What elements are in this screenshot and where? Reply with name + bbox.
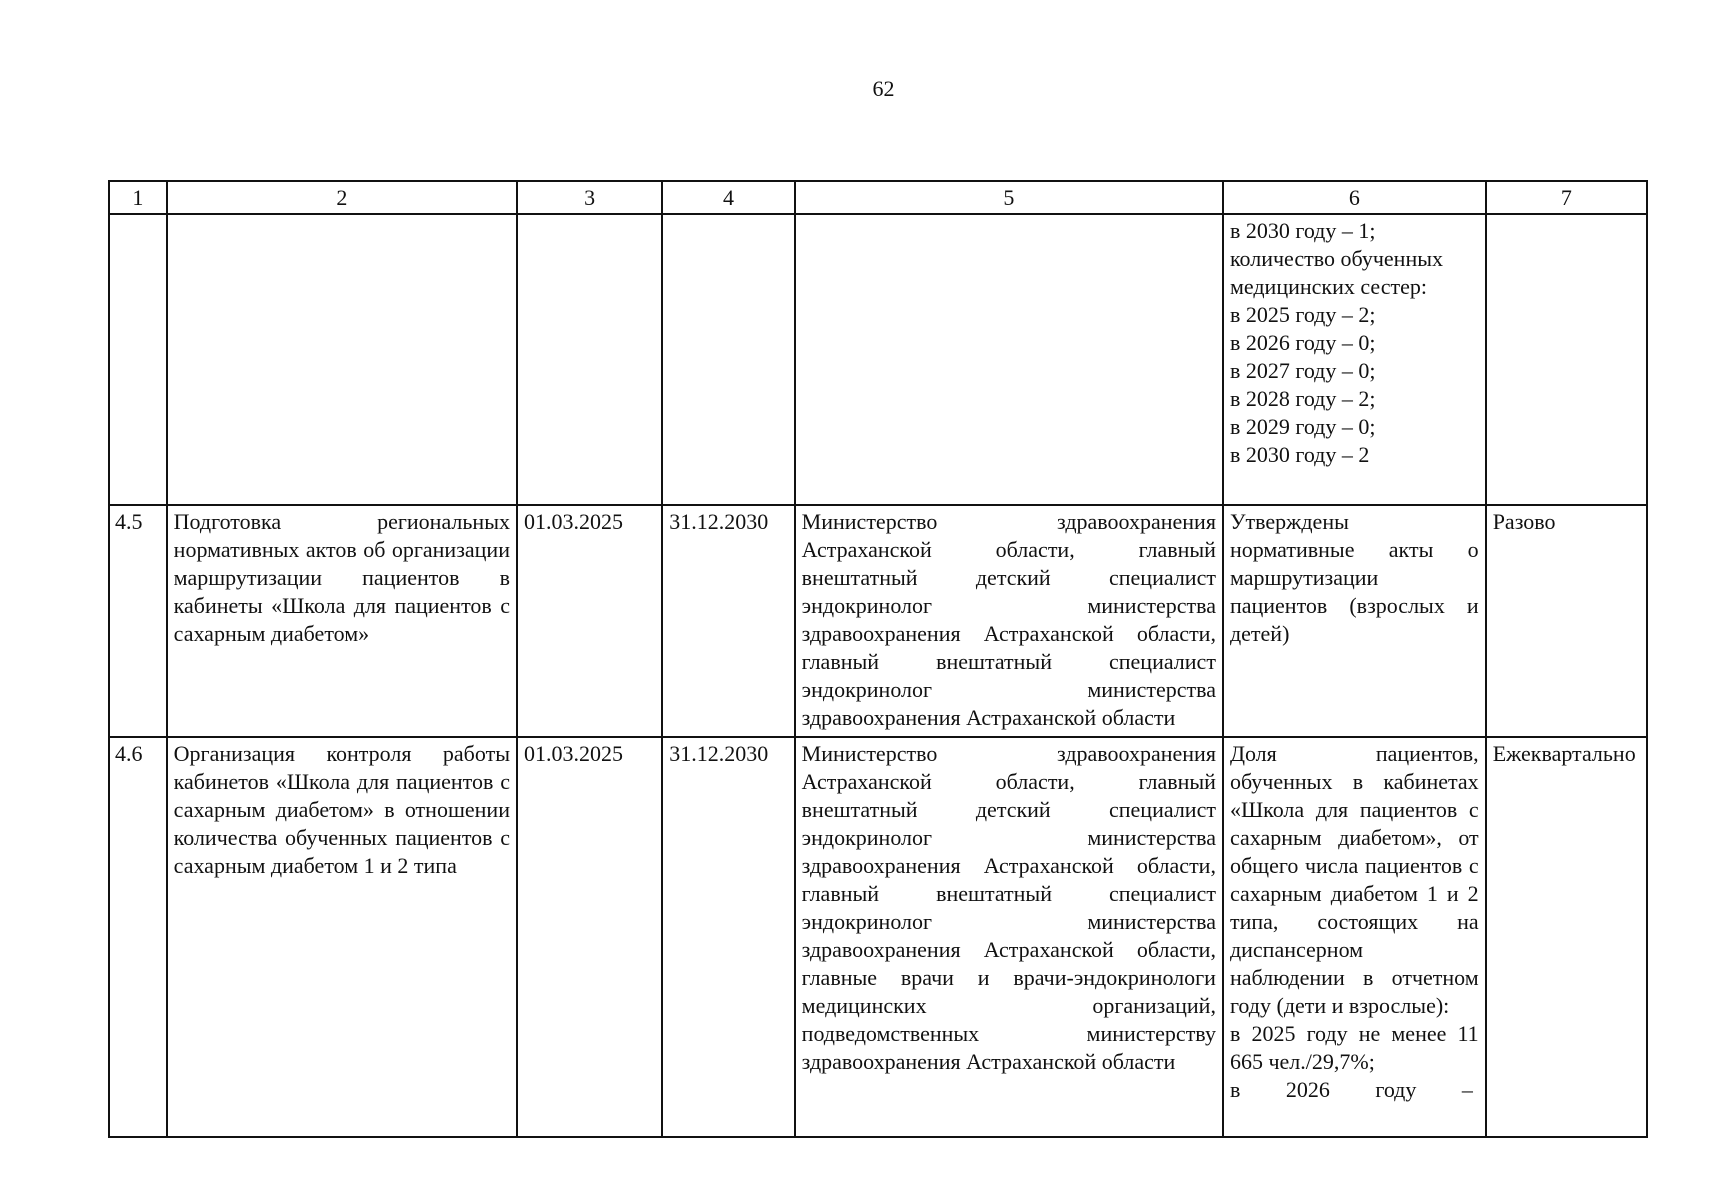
result-line: в 2030 году – 1; (1229, 218, 1376, 243)
table-row (109, 505, 1647, 737)
frequency-cell: Ежеквартально (1486, 737, 1647, 1137)
result-extra: в 2025 году не менее 11 665 чел./29,7%; (1229, 1021, 1479, 1074)
empty-cell (167, 214, 517, 505)
empty-cell (662, 214, 794, 505)
page-number: 62 (872, 76, 895, 101)
result-line: в 2027 году – 0; (1229, 358, 1376, 383)
result-cell (1223, 737, 1486, 1137)
column-number: 7 (1486, 181, 1647, 214)
column-number: 3 (517, 181, 662, 214)
result-line: в 2029 году – 0; (1229, 414, 1376, 439)
column-number: 4 (662, 181, 794, 214)
result-line: в 2030 году – 2 (1229, 442, 1370, 467)
column-number-row (109, 181, 1647, 214)
end-date-cell: 31.12.2030 (662, 505, 794, 737)
empty-cell (517, 214, 662, 505)
column-number: 5 (795, 181, 1223, 214)
empty-cell (109, 214, 167, 505)
column-number: 2 (167, 181, 517, 214)
activity-cell: Подготовка региональных нормативных актов об организации маршрутизации пациентов в кабинеты «Школа для пациентов с сахарным диабетом» (167, 505, 517, 737)
continuation-row (109, 214, 1647, 505)
result-line: медицинских сестер: (1229, 274, 1427, 299)
frequency-cell: Разово (1486, 505, 1647, 737)
start-date-cell: 01.03.2025 (517, 737, 662, 1137)
activity-table (108, 180, 1648, 1138)
result-tail: в 2026 году – (1229, 1077, 1473, 1102)
row-number: 4.5 (109, 505, 167, 737)
end-date-cell: 31.12.2030 (662, 737, 794, 1137)
column-number: 1 (109, 181, 167, 214)
result-continuation-cell (1223, 214, 1486, 505)
result-line: в 2028 году – 2; (1229, 386, 1376, 411)
responsible-cell: Министерство здравоохранения Астраханской области, главный внештатный детский специалист эндокринолог министерства здравоохранения Астраханской области, главный внештатный специалист эндокринолог министерства здравоохранения Астраханской области (795, 505, 1223, 737)
start-date-cell: 01.03.2025 (517, 505, 662, 737)
result-text: Доля пациентов, обученных в кабинетах «Школа для пациентов с сахарным диабетом», от общего числа пациентов с сахарным диабетом 1 и 2 типа, состоящих на диспансерном наблюдении в отчетном году (дети и взрослые): (1229, 741, 1479, 1018)
responsible-cell: Министерство здравоохранения Астраханской области, главный внештатный детский специалист эндокринолог министерства здравоохранения Астраханской области, главный внештатный специалист эндокринолог министерства здравоохранения Астраханской области, главные врачи и врачи-эндокринологи медицинских организаций, подведомственных министерству здравоохранения Астраханской области (795, 737, 1223, 1137)
column-number: 6 (1223, 181, 1486, 214)
result-line: в 2025 году – 2; (1229, 302, 1376, 327)
table-row (109, 737, 1647, 1137)
result-line: количество обученных (1229, 246, 1443, 271)
empty-cell (795, 214, 1223, 505)
row-number: 4.6 (109, 737, 167, 1137)
activity-cell: Организация контроля работы кабинетов «Школа для пациентов с сахарным диабетом» в отношении количества обученных пациентов с сахарным диабетом 1 и 2 типа (167, 737, 517, 1137)
result-cell: Утверждены нормативные акты о маршрутизации пациентов (взрослых и детей) (1223, 505, 1486, 737)
result-line: в 2026 году – 0; (1229, 330, 1376, 355)
empty-cell (1486, 214, 1647, 505)
